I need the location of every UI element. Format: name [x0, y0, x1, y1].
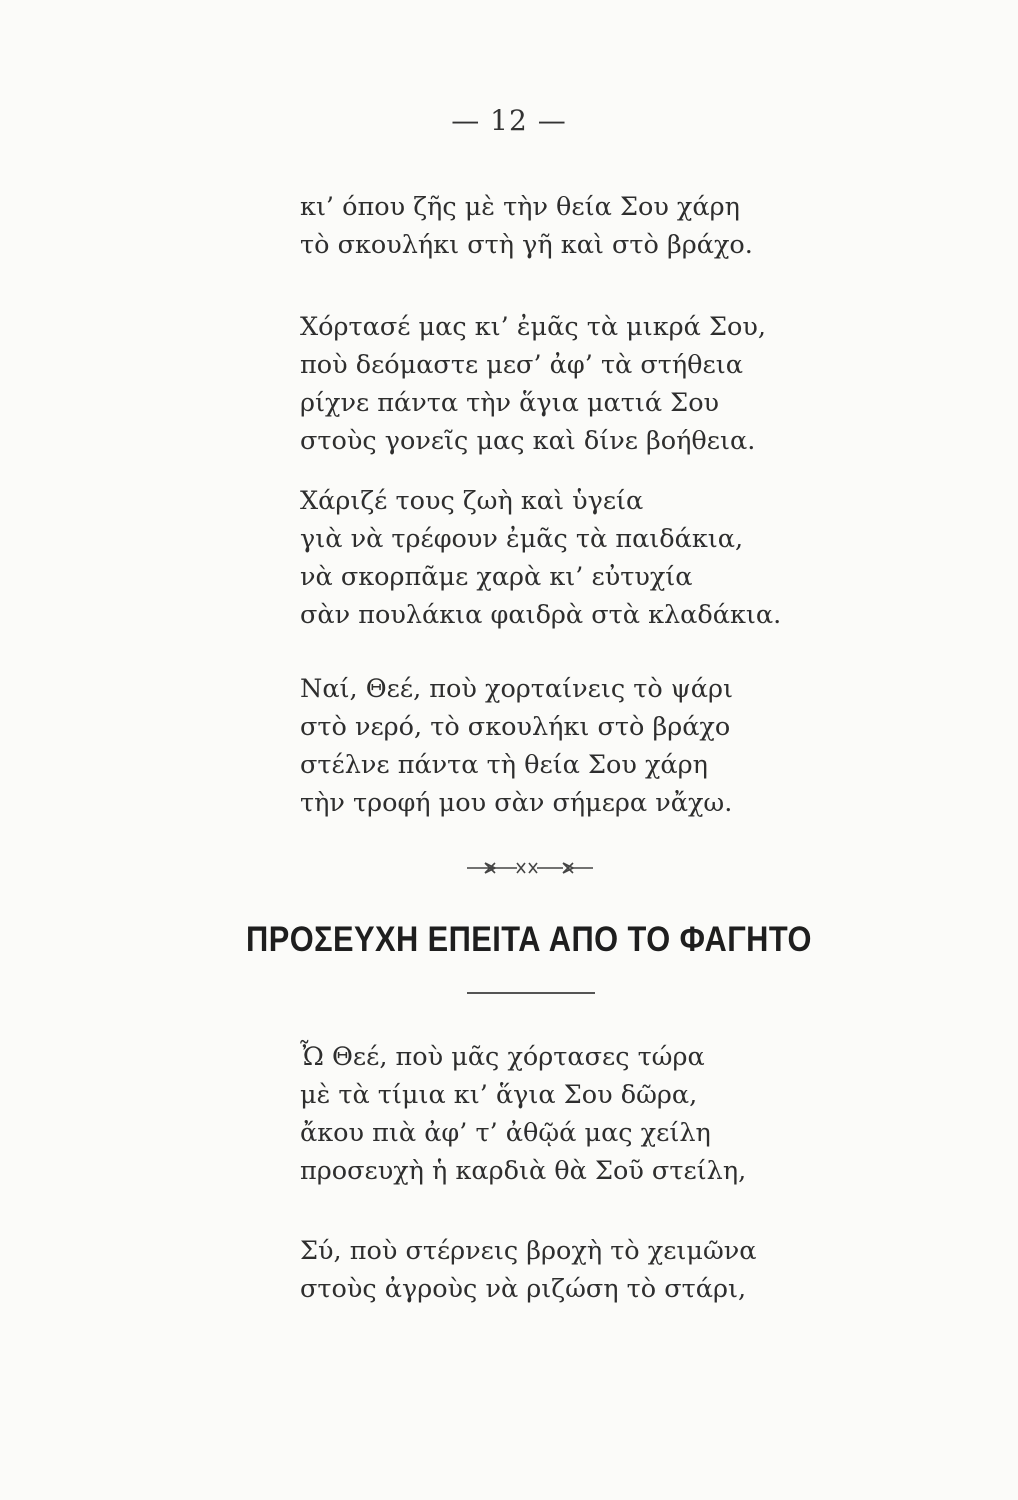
- verse-line: Ὦ Θεέ, ποὺ μᾶς χόρτασες τώρα: [300, 1042, 705, 1072]
- verse-line: Ναί, Θεέ, ποὺ χορταίνεις τὸ ψάρι: [300, 674, 733, 704]
- heading-rule: [467, 992, 595, 994]
- verse-line: Χάριζέ τους ζωὴ καὶ ὑγεία: [300, 486, 644, 516]
- verse-line: Χόρτασέ μας κι’ ἐμᾶς τὰ μικρά Σου,: [300, 312, 766, 342]
- verse-line: Σύ, ποὺ στέρνεις βροχὴ τὸ χειμῶνα: [300, 1236, 757, 1266]
- verse-line: ποὺ δεόμαστε μεσ’ ἀφ’ τὰ στήθεια: [300, 350, 743, 380]
- verse-line: προσευχὴ ἡ καρδιὰ θὰ Σοῦ στείλη,: [300, 1156, 747, 1186]
- verse-line: τὸ σκουλήκι στὴ γῆ καὶ στὸ βράχο.: [300, 230, 753, 260]
- stanza-3: [300, 482, 860, 634]
- ornament-divider: [465, 858, 595, 878]
- verse-line: ρίχνε πάντα τὴν ἅγια ματιά Σου: [300, 388, 720, 418]
- verse-line: νὰ σκορπᾶμε χαρὰ κι’ εὐτυχία: [300, 562, 693, 592]
- verse-line: ἄκου πιὰ ἀφ’ τ’ ἀθῷά μας χείλη: [300, 1118, 711, 1148]
- stanza-5: [300, 1038, 860, 1190]
- verse-line: στοὺς ἀγροὺς νὰ ριζώση τὸ στάρι,: [300, 1274, 747, 1304]
- verse-line: γιὰ νὰ τρέφουν ἐμᾶς τὰ παιδάκια,: [300, 524, 744, 554]
- verse-line: σὰν πουλάκια φαιδρὰ στὰ κλαδάκια.: [300, 600, 782, 630]
- stanza-6: [300, 1232, 860, 1308]
- section-heading: ΠΡΟΣΕΥΧΗ ΕΠΕΙΤΑ ΑΠΟ ΤΟ ΦΑΓΗΤΟ: [246, 920, 812, 959]
- verse-line: κι’ όπου ζῆς μὲ τὴν θεία Σου χάρη: [300, 192, 740, 222]
- verse-line: τὴν τροφή μου σὰν σήμερα νἄχω.: [300, 788, 733, 818]
- stanza-1: [300, 188, 860, 264]
- stanza-4: [300, 670, 860, 822]
- verse-line: στὸ νερό, τὸ σκουλήκι στὸ βράχο: [300, 712, 731, 742]
- verse-line: στέλνε πάντα τὴ θεία Σου χάρη: [300, 750, 708, 780]
- stanza-2: [300, 308, 860, 460]
- page-number: — 12 —: [451, 104, 567, 137]
- verse-line: μὲ τὰ τίμια κι’ ἅγια Σου δῶρα,: [300, 1080, 698, 1110]
- verse-line: στοὺς γονεῖς μας καὶ δίνε βοήθεια.: [300, 426, 756, 456]
